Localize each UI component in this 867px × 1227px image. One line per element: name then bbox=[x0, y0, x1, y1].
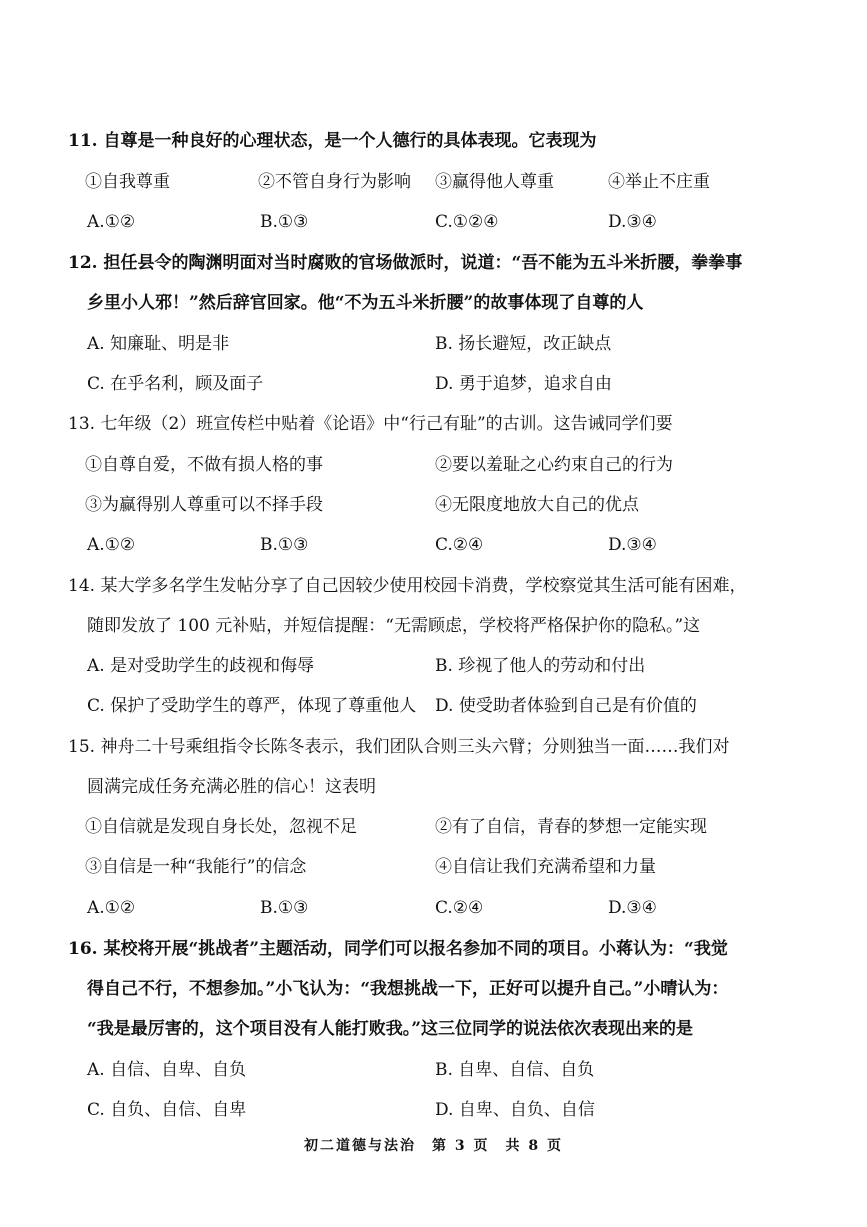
statement-1: ①自信就是发现自身长处，忽视不足 bbox=[85, 817, 357, 837]
option-c: C.②④ bbox=[435, 898, 484, 918]
statement-4: ④举止不庄重 bbox=[608, 172, 710, 192]
option-c: C.②④ bbox=[435, 535, 484, 555]
statement-2: ②要以羞耻之心约束自己的行为 bbox=[435, 455, 673, 475]
question-stem: 11. 自尊是一种良好的心理状态，是一个人德行的具体表现。它表现为 bbox=[68, 131, 597, 151]
page-footer: 初二道德与法治 第 3 页 共 8 页 bbox=[304, 1138, 563, 1154]
question-stem-cont: 得自己不行，不想参加。”小飞认为：“我想挑战一下，正好可以提升自己。”小晴认为： bbox=[87, 979, 729, 999]
statement-2: ②有了自信，青春的梦想一定能实现 bbox=[435, 817, 707, 837]
question-stem-cont: 随即发放了 100 元补贴，并短信提醒：“无需顾虑，学校将严格保护你的隐私。”这 bbox=[87, 616, 701, 636]
statement-3: ③赢得他人尊重 bbox=[435, 172, 554, 192]
option-d: D.③④ bbox=[608, 212, 657, 232]
option-d: D. 勇于追梦，追求自由 bbox=[435, 374, 612, 394]
option-a: A.①② bbox=[87, 535, 136, 555]
option-a: A. 是对受助学生的歧视和侮辱 bbox=[87, 656, 315, 676]
option-d: D.③④ bbox=[608, 535, 657, 555]
statement-1: ①自尊自爱，不做有损人格的事 bbox=[85, 455, 323, 475]
option-a: A.①② bbox=[87, 898, 136, 918]
option-d: D. 自卑、自负、自信 bbox=[435, 1100, 595, 1120]
option-c: C.①②④ bbox=[435, 212, 499, 232]
question-stem: 16. 某校将开展“挑战者”主题活动，同学们可以报名参加不同的项目。小蒋认为：“我觉 bbox=[68, 939, 728, 959]
statement-2: ②不管自身行为影响 bbox=[258, 172, 411, 192]
option-a: A.①② bbox=[87, 212, 136, 232]
option-b: B. 珍视了他人的劳动和付出 bbox=[435, 656, 646, 676]
question-stem-cont: 圆满完成任务充满必胜的信心！这表明 bbox=[87, 777, 376, 797]
question-stem-cont: 乡里小人邪！”然后辞官回家。他“不为五斗米折腰”的故事体现了自尊的人 bbox=[87, 293, 644, 313]
statement-3: ③自信是一种“我能行”的信念 bbox=[85, 857, 307, 877]
option-b: B.①③ bbox=[260, 898, 309, 918]
option-c: C. 在乎名利，顾及面子 bbox=[87, 374, 264, 394]
statement-4: ④无限度地放大自己的优点 bbox=[435, 495, 639, 515]
question-stem: 14. 某大学多名学生发帖分享了自己因较少使用校园卡消费，学校察觉其生活可能有困难， bbox=[68, 576, 747, 596]
option-a: A. 自信、自卑、自负 bbox=[87, 1060, 247, 1080]
statement-4: ④自信让我们充满希望和力量 bbox=[435, 857, 656, 877]
option-c: C. 自负、自信、自卑 bbox=[87, 1100, 247, 1120]
option-b: B.①③ bbox=[260, 535, 309, 555]
statement-1: ①自我尊重 bbox=[85, 172, 170, 192]
statement-3: ③为赢得别人尊重可以不择手段 bbox=[85, 495, 323, 515]
option-b: B. 扬长避短，改正缺点 bbox=[435, 334, 612, 354]
option-b: B. 自卑、自信、自负 bbox=[435, 1060, 595, 1080]
question-stem-cont-2: “我是最厉害的，这个项目没有人能打败我。”这三位同学的说法依次表现出来的是 bbox=[87, 1019, 694, 1039]
option-b: B.①③ bbox=[260, 212, 309, 232]
question-stem: 12. 担任县令的陶渊明面对当时腐败的官场做派时，说道：“吾不能为五斗米折腰，拳拳事 bbox=[68, 253, 743, 273]
question-stem: 13. 七年级（2）班宣传栏中贴着《论语》中“行己有耻”的古训。这告诫同学们要 bbox=[68, 414, 673, 434]
question-stem: 15. 神舟二十号乘组指令长陈冬表示，我们团队合则三头六臂；分则独当一面……我们对 bbox=[68, 737, 730, 757]
option-d: D. 使受助者体验到自己是有价值的 bbox=[435, 696, 697, 716]
option-c: C. 保护了受助学生的尊严，体现了尊重他人 bbox=[87, 696, 417, 716]
option-d: D.③④ bbox=[608, 898, 657, 918]
option-a: A. 知廉耻、明是非 bbox=[87, 334, 230, 354]
